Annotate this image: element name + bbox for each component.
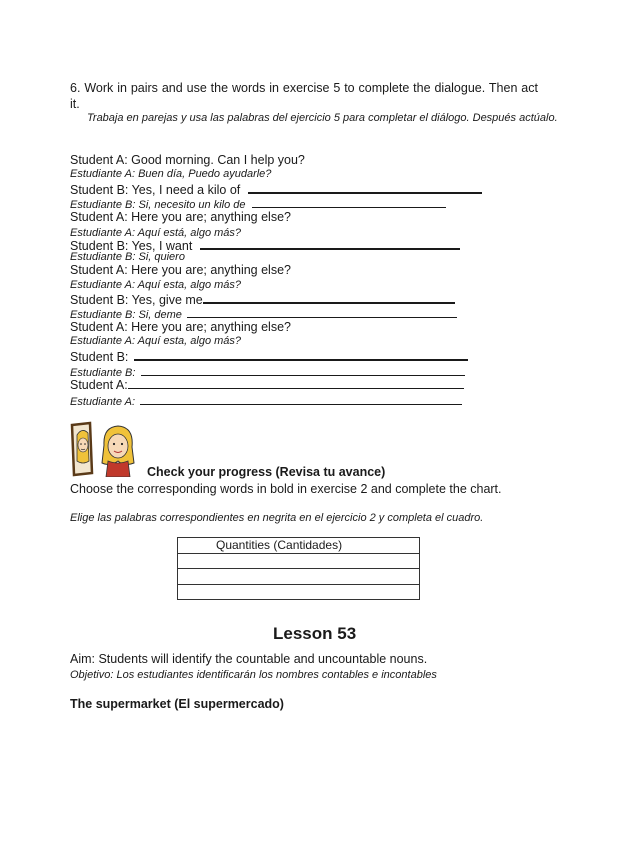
lesson-aim: Aim: Students will identify the countable and uncountable nouns. xyxy=(70,652,428,666)
lesson-aim-es: Objetivo: Los estudiantes identificarán los nombres contables e incontables xyxy=(70,669,437,681)
progress-title: Check your progress (Revisa tu avance) xyxy=(147,465,386,479)
answer-blank[interactable] xyxy=(128,377,464,389)
answer-blank[interactable] xyxy=(252,196,446,208)
table-row[interactable] xyxy=(178,584,420,600)
dialogue-line: Student B: Yes, give me xyxy=(70,291,455,307)
dialogue-line: Student A: Here you are; anything else? xyxy=(70,263,291,277)
dialogue-line: Student A: Good morning. Can I help you? xyxy=(70,153,305,167)
answer-blank[interactable] xyxy=(187,306,457,318)
exercise-instruction: 6. Work in pairs and use the words in exercise 5 to complete the dialogue. Then act it. xyxy=(70,81,538,111)
answer-blank[interactable] xyxy=(134,348,468,361)
dialogue-line-es: Estudiante A: Buen día, Puedo ayudarle? xyxy=(70,168,272,180)
dialogue-line-es: Estudiante A: Aquí esta, algo más? xyxy=(70,279,242,291)
table-row[interactable] xyxy=(178,553,420,569)
lesson-title: Lesson 53 xyxy=(273,624,357,643)
answer-blank[interactable] xyxy=(141,364,465,376)
dialogue-line-es: Estudiante A: xyxy=(70,393,462,408)
table-cell[interactable] xyxy=(178,584,420,600)
dialogue-line: Student A: Here you are; anything else? xyxy=(70,320,291,334)
answer-blank[interactable] xyxy=(140,393,462,405)
dialogue-line: Student B: Yes, I want xyxy=(70,237,460,253)
dialogue-line: Student B: xyxy=(70,348,468,364)
answer-blank[interactable] xyxy=(200,237,460,250)
dialogue-line-es: Estudiante B: xyxy=(70,364,465,379)
dialogue-line: Student A: xyxy=(70,377,464,392)
dialogue-line: Student A: Here you are; anything else? xyxy=(70,210,291,224)
answer-blank[interactable] xyxy=(248,181,482,194)
dialogue-line-es: Estudiante A: Aquí esta, algo más? xyxy=(70,335,242,347)
progress-instruction: Choose the corresponding words in bold in exercise 2 and complete the chart. xyxy=(70,482,502,496)
dialogue-line-es: Estudiante B: Si, deme xyxy=(70,306,457,321)
mirror-girl-illustration xyxy=(68,421,146,477)
table-header-row xyxy=(178,538,420,554)
dialogue-line-es: Estudiante B: Si, necesito un kilo de xyxy=(70,196,446,211)
progress-instruction-es: Elige las palabras correspondientes en negrita en el ejercicio 2 y completa el cuadro. xyxy=(70,512,484,524)
table-header: Quantities (Cantidades) xyxy=(178,538,420,554)
dialogue-line: Student B: Yes, I need a kilo of xyxy=(70,181,482,197)
table-row[interactable] xyxy=(178,569,420,585)
answer-blank[interactable] xyxy=(203,291,455,304)
exercise-instruction-es: Trabaja en parejas y usa las palabras del ejercicio 5 para completar el diálogo. Después actúalo. xyxy=(87,112,558,124)
table-cell[interactable] xyxy=(178,553,420,569)
section-heading: The supermarket (El supermercado) xyxy=(70,697,284,711)
dialogue-line-es: Estudiante A: Aquí está, algo más? xyxy=(70,227,242,239)
dialogue-line-es: Estudiante B: Si, quiero xyxy=(70,251,185,263)
table-cell[interactable] xyxy=(178,569,420,585)
quantities-table xyxy=(177,537,420,600)
